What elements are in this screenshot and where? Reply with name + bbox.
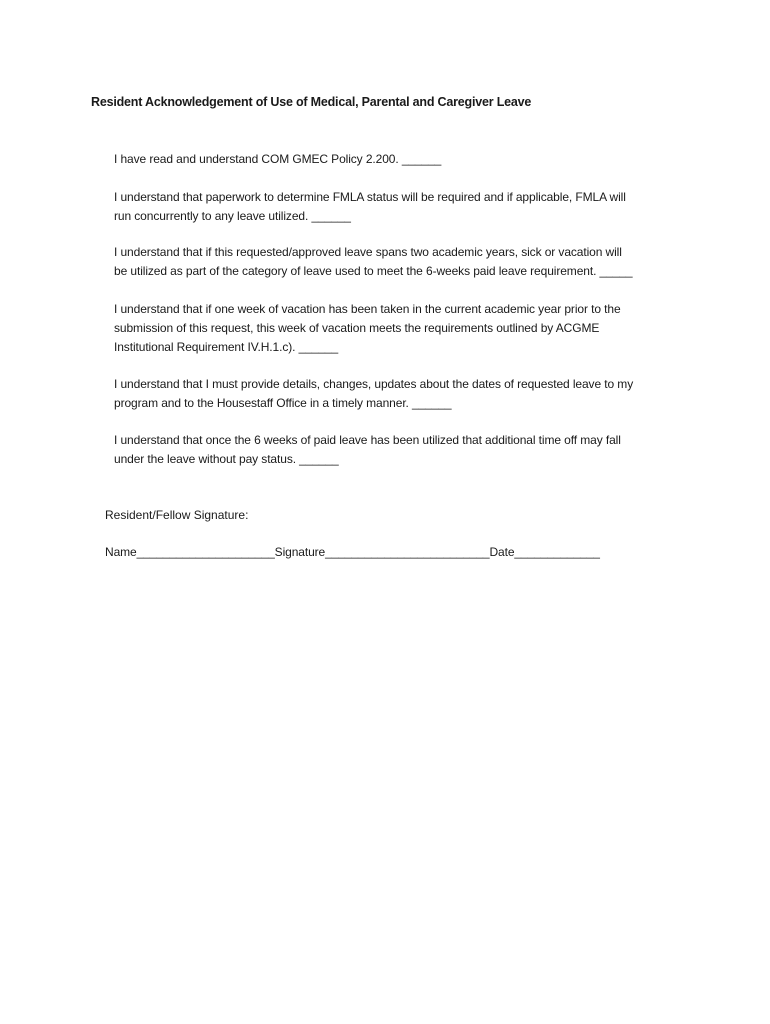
paragraph-line: I understand that paperwork to determine FMLA status will be required and if applicable, FMLA will — [114, 190, 626, 204]
paragraph-line: I understand that if this requested/approved leave spans two academic years, sick or vacation will — [114, 245, 622, 259]
paragraph-line: run concurrently to any leave utilized. ______ — [114, 209, 351, 223]
paragraph-line: program and to the Housestaff Office in a timely manner. ______ — [114, 396, 452, 410]
paragraph-line: Institutional Requirement IV.H.1.c). ______ — [114, 340, 339, 354]
paragraph-line: I have read and understand COM GMEC Policy 2.200. ______ — [114, 152, 442, 166]
paragraph-line: under the leave without pay status. ______ — [114, 452, 339, 466]
paragraph-line: I understand that if one week of vacation has been taken in the current academic year prior to the — [114, 302, 621, 316]
signature-heading: Resident/Fellow Signature: — [105, 508, 249, 522]
acknowledgement-fmla — [114, 188, 689, 226]
paragraph-line: submission of this request, this week of vacation meets the requirements outlined by ACGME — [114, 321, 600, 335]
acknowledgement-policy — [114, 150, 689, 169]
acknowledgement-academic-years — [114, 243, 689, 281]
signature-fields-line: Name_____________________Signature_________________________Date_____________ — [105, 545, 600, 559]
paragraph-line: be utilized as part of the category of leave used to meet the 6-weeks paid leave requirement. _____ — [114, 264, 633, 278]
acknowledgement-provide-details — [114, 375, 689, 413]
paragraph-line: I understand that I must provide details, changes, updates about the dates of requested leave to my — [114, 377, 634, 391]
acknowledgement-leave-without-pay — [114, 431, 689, 469]
paragraph-line: I understand that once the 6 weeks of paid leave has been utilized that additional time off may fall — [114, 433, 621, 447]
document-title: Resident Acknowledgement of Use of Medical, Parental and Caregiver Leave — [91, 95, 532, 109]
acknowledgement-vacation-week — [114, 300, 689, 357]
